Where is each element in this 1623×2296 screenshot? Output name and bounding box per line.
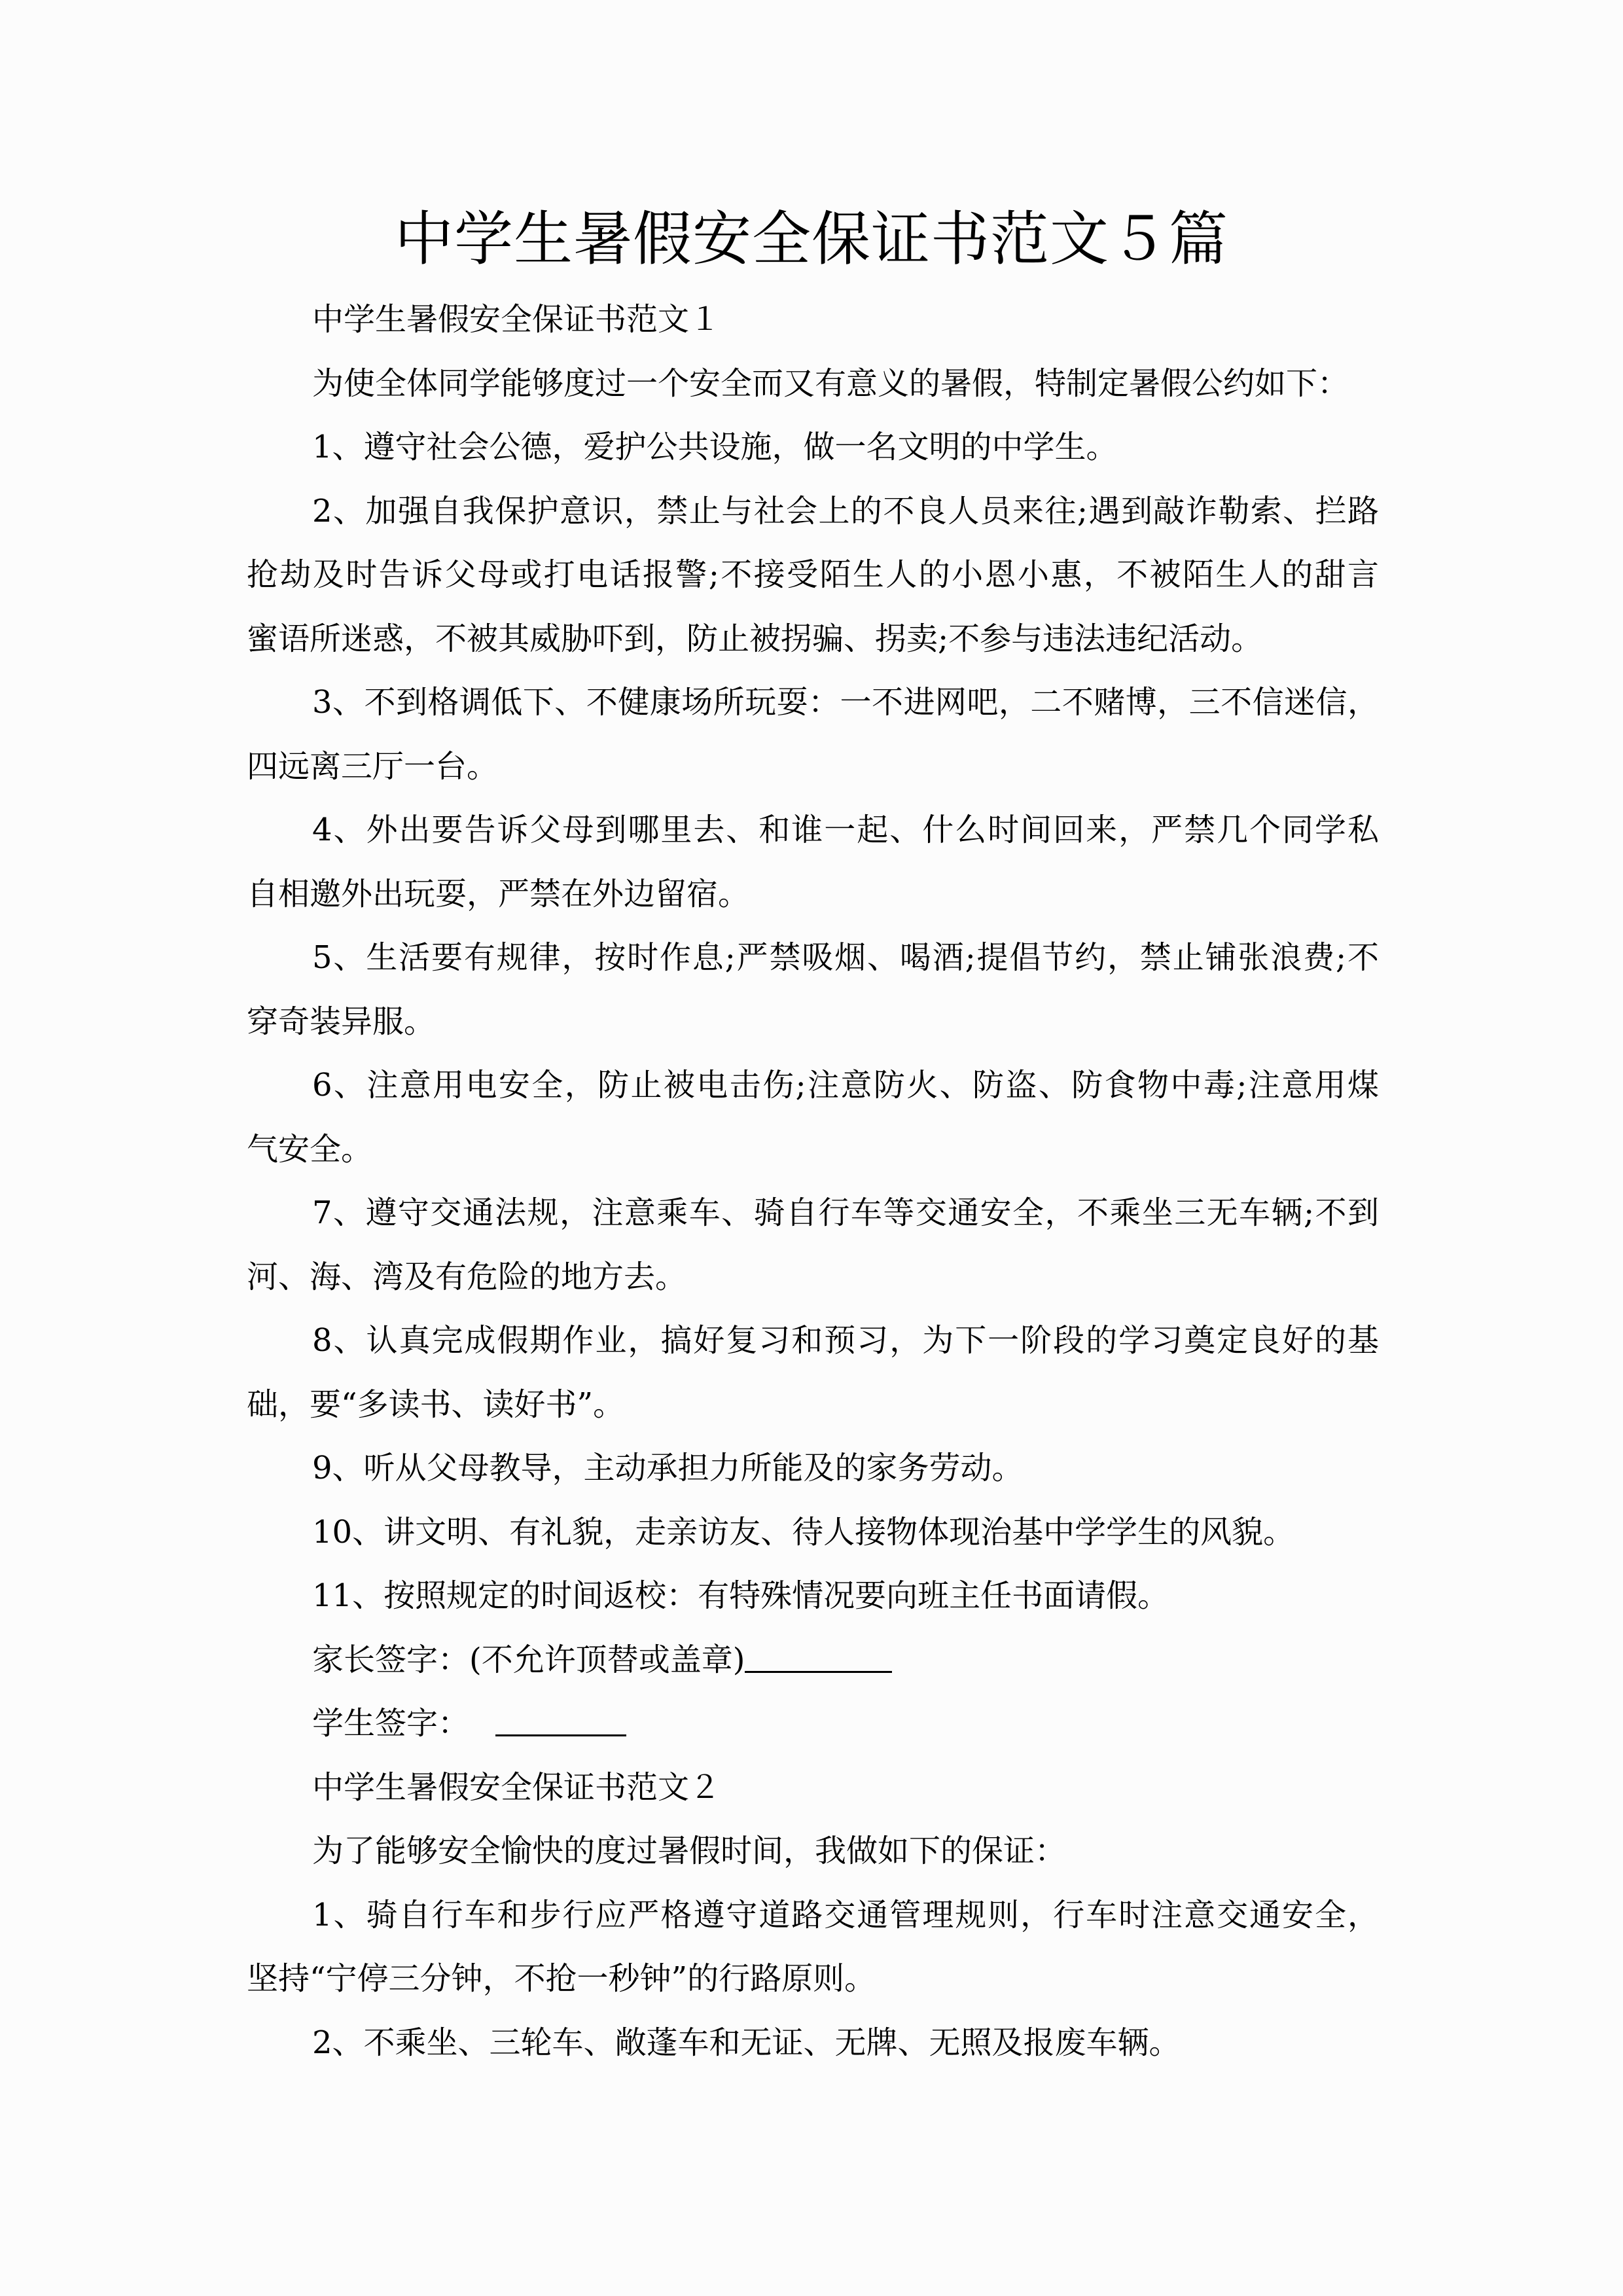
item-line: 气安全。 bbox=[247, 1130, 373, 1168]
item-line: 9、听从父母教导，主动承担力所能及的家务劳动。 bbox=[312, 1450, 1024, 1486]
list-item-2 bbox=[247, 2011, 1379, 2075]
section-heading: 中学生暑假安全保证书范文１ bbox=[312, 301, 721, 338]
item-line: 2、不乘坐、三轮车、敞蓬车和无证、无牌、无照及报废车辆。 bbox=[312, 2024, 1181, 2061]
item-line: 5、生活要有规律，按时作息;严禁吸烟、喝酒;提倡节约，禁止铺张浪费;不 bbox=[312, 939, 1379, 976]
parent-signature-label: 家长签字：(不允许顶替或盖章) bbox=[312, 1641, 745, 1678]
item-line: 四远离三厅一台。 bbox=[247, 747, 499, 785]
item-line: 8、认真完成假期作业，搞好复习和预习，为下一阶段的学习奠定良好的基 bbox=[312, 1322, 1379, 1359]
list-item-7 bbox=[247, 1181, 1379, 1309]
item-line: 10、讲文明、有礼貌，走亲访友、待人接物体现治基中学学生的风貌。 bbox=[312, 1513, 1295, 1551]
list-item-1 bbox=[247, 416, 1379, 480]
student-signature-label: 学生签字： bbox=[312, 1705, 470, 1742]
list-item-10 bbox=[247, 1501, 1379, 1565]
list-item-11 bbox=[247, 1564, 1379, 1628]
item-line: 4、外出要告诉父母到哪里去、和谁一起、什么时间回来，严禁几个同学私 bbox=[312, 812, 1379, 848]
list-item-4 bbox=[247, 798, 1379, 926]
item-line: 河、海、湾及有危险的地方去。 bbox=[247, 1258, 687, 1295]
item-line: 穿奇装异服。 bbox=[247, 1003, 436, 1040]
item-line: 3、不到格调低下、不健康场所玩耍：一不进网吧，二不赌博，三不信迷信， bbox=[312, 684, 1379, 721]
list-item-1 bbox=[247, 1884, 1379, 2011]
list-item-9 bbox=[247, 1437, 1379, 1501]
section-1 bbox=[247, 288, 1379, 1756]
section-heading: 中学生暑假安全保证书范文２ bbox=[312, 1768, 721, 1806]
item-line: 1、遵守社会公德，爱护公共设施，做一名文明的中学生。 bbox=[312, 429, 1118, 465]
list-item-3 bbox=[247, 671, 1379, 798]
list-item-5 bbox=[247, 926, 1379, 1054]
parent-signature-row bbox=[247, 1628, 1379, 1693]
section-intro: 为使全体同学能够度过一个安全而又有意义的暑假，特制定暑假公约如下： bbox=[312, 365, 1349, 402]
parent-signature-blank[interactable] bbox=[745, 1670, 892, 1673]
section-intro: 为了能够安全愉快的度过暑假时间，我做如下的保证： bbox=[312, 1833, 1067, 1869]
item-line: 自相邀外出玩耍，严禁在外边留宿。 bbox=[247, 875, 750, 912]
student-signature-blank[interactable] bbox=[495, 1734, 626, 1736]
item-line: 2、加强自我保护意识，禁止与社会上的不良人员来往;遇到敲诈勒索、拦路 bbox=[312, 492, 1379, 529]
item-line: 蜜语所迷惑，不被其威胁吓到，防止被拐骗、拐卖;不参与违法违纪活动。 bbox=[247, 620, 1263, 657]
item-line: 坚持“宁停三分钟，不抢一秒钟”的行路原则。 bbox=[247, 1960, 876, 1997]
document-title: 中学生暑假安全保证书范文５篇 bbox=[395, 205, 1228, 274]
item-line: 7、遵守交通法规，注意乘车、骑自行车等交通安全，不乘坐三无车辆;不到 bbox=[312, 1194, 1379, 1231]
document-body bbox=[247, 288, 1379, 2075]
item-line: 6、注意用电安全，防止被电击伤;注意防火、防盗、防食物中毒;注意用煤 bbox=[312, 1067, 1379, 1103]
list-item-6 bbox=[247, 1054, 1379, 1181]
list-item-8 bbox=[247, 1309, 1379, 1437]
section-2 bbox=[247, 1756, 1379, 2075]
item-line: 1、骑自行车和步行应严格遵守道路交通管理规则，行车时注意交通安全， bbox=[312, 1896, 1379, 1933]
item-line: 础，要“多读书、读好书”。 bbox=[247, 1386, 625, 1423]
item-line: 抢劫及时告诉父母或打电话报警;不接受陌生人的小恩小惠，不被陌生人的甜言 bbox=[247, 556, 1379, 593]
item-line: 11、按照规定的时间返校：有特殊情况要向班主任书面请假。 bbox=[312, 1577, 1169, 1614]
student-signature-row bbox=[247, 1692, 1379, 1756]
list-item-2 bbox=[247, 480, 1379, 672]
